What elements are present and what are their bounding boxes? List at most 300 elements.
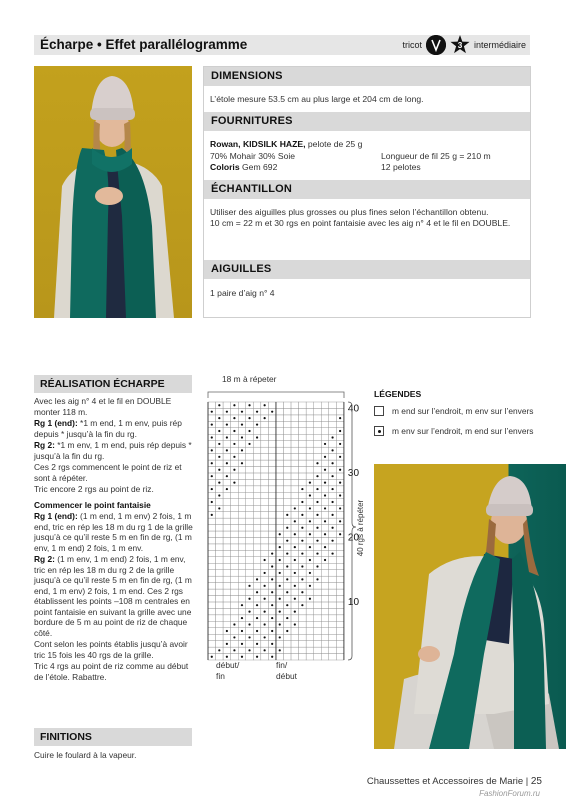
purl-dot	[248, 636, 250, 638]
grid-cell	[291, 628, 299, 634]
grid-cell	[216, 447, 224, 453]
grid-cell	[306, 415, 314, 421]
purl-dot	[316, 488, 318, 490]
purl-dot	[294, 533, 296, 535]
purl-dot	[233, 482, 235, 484]
grid-cell	[299, 544, 307, 550]
grid-cell	[276, 441, 284, 447]
grid-cell	[336, 570, 344, 576]
grid-cell	[268, 512, 276, 518]
grid-cell	[291, 634, 299, 640]
grid-cell	[321, 570, 329, 576]
grid-cell	[336, 608, 344, 614]
grid-cell	[268, 570, 276, 576]
grid-cell	[261, 654, 269, 660]
purl-dot	[256, 411, 258, 413]
grid-cell	[261, 479, 269, 485]
grid-cell	[238, 563, 246, 569]
grid-cell	[306, 654, 314, 660]
grid-cell	[216, 576, 224, 582]
grid-cell	[253, 518, 261, 524]
purl-dot	[271, 411, 273, 413]
grid-cell	[253, 505, 261, 511]
purl-dot	[294, 546, 296, 548]
grid-cell	[336, 512, 344, 518]
grid-cell	[329, 467, 337, 473]
purl-dot	[294, 572, 296, 574]
fantaisie-subheading: Commencer le point fantaisie	[34, 499, 151, 510]
fantaisie-rg1: Rg 1 (end): (1 m end, 1 m env) 2 fois, 1 m end, tric en rép les 18 m du rg 1 de la grille jusqu’à ce qu’il reste 5 m en fin de rg, (1 m env, 1 m end) 2 fois, 1 m env.	[34, 511, 193, 553]
grid-cell	[276, 525, 284, 531]
grid-cell	[216, 499, 224, 505]
grid-cell	[261, 408, 269, 414]
grid-cell	[261, 467, 269, 473]
grid-cell	[223, 550, 231, 556]
purl-dot	[316, 552, 318, 554]
grid-cell	[314, 492, 322, 498]
grid-cell	[336, 647, 344, 653]
grid-cell	[246, 499, 254, 505]
purl-dot	[241, 656, 243, 658]
grid-cell	[208, 467, 216, 473]
grid-cell	[223, 505, 231, 511]
grid-cell	[306, 608, 314, 614]
grid-cell	[238, 454, 246, 460]
grid-cell	[321, 583, 329, 589]
grid-cell	[314, 447, 322, 453]
grid-cell	[253, 647, 261, 653]
purl-dot	[339, 430, 341, 432]
grid-cell	[329, 479, 337, 485]
purl-dot	[331, 527, 333, 529]
grid-cell	[268, 544, 276, 550]
yarn-brand: Rowan	[210, 139, 239, 149]
purl-dot	[233, 417, 235, 419]
grid-cell	[306, 473, 314, 479]
grid-cell	[284, 596, 292, 602]
grid-cell	[253, 608, 261, 614]
grid-cell	[336, 634, 344, 640]
purl-dot	[211, 423, 213, 425]
grid-cell	[208, 602, 216, 608]
grid-cell	[231, 525, 239, 531]
grid-cell	[253, 544, 261, 550]
grid-cell	[208, 583, 216, 589]
grid-cell	[321, 621, 329, 627]
grid-cell	[291, 602, 299, 608]
grid-cell	[314, 596, 322, 602]
fournitures-yarn: Rowan, KIDSILK HAZE, pelote de 25 g	[210, 139, 363, 149]
purl-dot	[218, 456, 220, 458]
purl-dot	[279, 559, 281, 561]
grid-cell	[261, 428, 269, 434]
grid-cell	[246, 408, 254, 414]
purl-dot	[248, 417, 250, 419]
purl-dot	[331, 488, 333, 490]
grid-cell	[291, 402, 299, 408]
grid-cell	[268, 525, 276, 531]
grid-cell	[208, 544, 216, 550]
purl-dot	[233, 456, 235, 458]
grid-cell	[321, 447, 329, 453]
grid-cell	[268, 402, 276, 408]
grid-cell	[261, 454, 269, 460]
grid-cell	[291, 641, 299, 647]
purl-dot	[316, 527, 318, 529]
purl-dot	[316, 514, 318, 516]
grid-cell	[321, 473, 329, 479]
grid-cell	[223, 647, 231, 653]
grid-cell	[246, 518, 254, 524]
grid-cell	[238, 544, 246, 550]
purl-dot	[218, 469, 220, 471]
grid-cell	[223, 563, 231, 569]
purl-dot	[286, 540, 288, 542]
grid-cell	[276, 602, 284, 608]
grid-cell	[291, 499, 299, 505]
grid-cell	[291, 434, 299, 440]
grid-cell	[208, 428, 216, 434]
grid-cell	[216, 634, 224, 640]
purl-dot	[241, 630, 243, 632]
grid-cell	[299, 505, 307, 511]
purl-dot	[301, 578, 303, 580]
grid-cell	[216, 525, 224, 531]
purl-dot	[294, 507, 296, 509]
purl-dot	[309, 559, 311, 561]
grid-cell	[231, 499, 239, 505]
grid-cell	[276, 589, 284, 595]
page-number: 25	[530, 776, 542, 787]
grid-cell	[231, 628, 239, 634]
grid-cell	[321, 434, 329, 440]
grid-cell	[299, 628, 307, 634]
grid-cell	[261, 576, 269, 582]
grid-cell	[238, 589, 246, 595]
grid-cell	[284, 454, 292, 460]
purl-dot	[211, 411, 213, 413]
purl-dot	[241, 604, 243, 606]
grid-cell	[246, 505, 254, 511]
grid-cell	[284, 621, 292, 627]
grid-cell	[253, 537, 261, 543]
grid-cell	[291, 415, 299, 421]
grid-cell	[268, 447, 276, 453]
grid-cell	[284, 608, 292, 614]
purl-dot	[294, 520, 296, 522]
purl-dot	[339, 494, 341, 496]
purl-dot	[279, 546, 281, 548]
grid-cell	[231, 537, 239, 543]
grid-cell	[314, 415, 322, 421]
purl-dot	[256, 578, 258, 580]
grid-cell	[291, 576, 299, 582]
grid-cell	[231, 583, 239, 589]
grid-cell	[321, 421, 329, 427]
grid-cell	[268, 621, 276, 627]
purl-dot	[294, 623, 296, 625]
grid-cell	[276, 415, 284, 421]
purl-dot	[226, 656, 228, 658]
grid-cell	[306, 602, 314, 608]
purl-dot	[286, 514, 288, 516]
grid-cell	[253, 479, 261, 485]
purl-dot	[339, 443, 341, 445]
grid-cell	[314, 589, 322, 595]
purl-dot	[301, 591, 303, 593]
grid-cell	[231, 531, 239, 537]
grid-cell	[291, 525, 299, 531]
purl-dot	[264, 598, 266, 600]
grid-cell	[306, 647, 314, 653]
grid-cell	[314, 641, 322, 647]
grid-cell	[223, 596, 231, 602]
purl-dot	[324, 533, 326, 535]
grid-cell	[321, 589, 329, 595]
watermark: FashionForum.ru	[479, 789, 540, 798]
purl-dot	[226, 643, 228, 645]
grid-cell	[276, 428, 284, 434]
grid-cell	[321, 460, 329, 466]
purl-dot	[324, 546, 326, 548]
grid-cell	[231, 563, 239, 569]
grid-cell	[238, 525, 246, 531]
grid-cell	[253, 447, 261, 453]
grid-cell	[231, 596, 239, 602]
grid-cell	[306, 628, 314, 634]
grid-cell	[238, 621, 246, 627]
purl-dot	[316, 565, 318, 567]
grid-cell	[216, 421, 224, 427]
grid-cell	[261, 628, 269, 634]
purl-dot	[324, 456, 326, 458]
grid-cell	[223, 428, 231, 434]
fantaisie-continue: Cont selon les points établis jusqu’à avoir tric 15 fois les 40 rgs de la grille.	[34, 639, 188, 660]
grid-cell	[314, 454, 322, 460]
grid-cell	[208, 505, 216, 511]
grid-cell	[223, 544, 231, 550]
grid-cell	[284, 402, 292, 408]
grid-cell	[261, 615, 269, 621]
purl-dot	[286, 617, 288, 619]
grid-cell	[223, 512, 231, 518]
empty-square-icon	[374, 406, 384, 416]
grid-cell	[246, 492, 254, 498]
grid-cell	[321, 550, 329, 556]
grid-cell	[216, 608, 224, 614]
grid-cell	[284, 641, 292, 647]
purl-dot	[339, 482, 341, 484]
grid-cell	[223, 589, 231, 595]
grid-cell	[336, 434, 344, 440]
grid-cell	[238, 634, 246, 640]
purl-dot	[324, 520, 326, 522]
purl-dot	[279, 623, 281, 625]
grid-cell	[261, 486, 269, 492]
grid-cell	[223, 583, 231, 589]
yarn-ball-weight: pelote de 25 g	[305, 139, 363, 149]
grid-cell	[231, 615, 239, 621]
grid-cell	[216, 596, 224, 602]
grid-cell	[299, 447, 307, 453]
grid-cell	[253, 402, 261, 408]
grid-cell	[329, 621, 337, 627]
grid-cell	[284, 486, 292, 492]
legend-title: LÉGENDES	[374, 389, 422, 399]
purl-dot	[256, 423, 258, 425]
grid-cell	[238, 647, 246, 653]
grid-cell	[291, 441, 299, 447]
purl-dot	[226, 436, 228, 438]
grid-cell	[208, 641, 216, 647]
row-number-label: 10	[347, 596, 360, 608]
grid-cell	[314, 654, 322, 660]
purl-dot	[279, 636, 281, 638]
grid-cell	[238, 492, 246, 498]
grid-cell	[231, 518, 239, 524]
realisation-rg1: Rg 1 (end): *1 m end, 1 m env, puis rép depuis * jusqu’à la fin du rg.	[34, 418, 182, 439]
grid-cell	[299, 402, 307, 408]
grid-cell	[321, 415, 329, 421]
purl-dot	[264, 559, 266, 561]
grid-cell	[329, 583, 337, 589]
grid-cell	[208, 525, 216, 531]
fantaisie-end: Tric 4 rgs au point de riz comme au début de l’étole. Rabattre.	[34, 661, 189, 682]
purl-dot	[211, 656, 213, 658]
grid-cell	[216, 434, 224, 440]
purl-dot	[301, 604, 303, 606]
grid-cell	[284, 492, 292, 498]
grid-cell	[284, 473, 292, 479]
purl-dot	[271, 617, 273, 619]
grid-cell	[208, 621, 216, 627]
grid-cell	[276, 512, 284, 518]
grid-cell	[253, 441, 261, 447]
purl-dot	[271, 656, 273, 658]
grid-cell	[238, 518, 246, 524]
grid-cell	[284, 544, 292, 550]
grid-cell	[329, 576, 337, 582]
grid-cell	[216, 550, 224, 556]
grid-cell	[306, 537, 314, 543]
grid-cell	[284, 557, 292, 563]
grid-cell	[299, 654, 307, 660]
grid-cell	[284, 499, 292, 505]
grid-cell	[208, 492, 216, 498]
grid-cell	[231, 512, 239, 518]
grid-cell	[291, 428, 299, 434]
grid-cell	[246, 544, 254, 550]
grid-cell	[261, 544, 269, 550]
grid-cell	[329, 408, 337, 414]
grid-cell	[329, 647, 337, 653]
grid-cell	[329, 615, 337, 621]
grid-cell	[314, 557, 322, 563]
dot-square-icon	[374, 426, 384, 436]
grid-cell	[261, 550, 269, 556]
grid-cell	[238, 505, 246, 511]
grid-cell	[329, 428, 337, 434]
grid-cell	[306, 447, 314, 453]
grid-cell	[253, 454, 261, 460]
grid-cell	[299, 467, 307, 473]
grid-cell	[284, 583, 292, 589]
grid-cell	[321, 596, 329, 602]
grid-cell	[291, 460, 299, 466]
purl-dot	[248, 443, 250, 445]
level-label: intermédiaire	[473, 40, 526, 50]
grid-cell	[216, 408, 224, 414]
grid-cell	[253, 492, 261, 498]
purl-dot	[248, 623, 250, 625]
grid-cell	[216, 563, 224, 569]
grid-cell	[261, 447, 269, 453]
grid-cell	[261, 499, 269, 505]
purl-dot	[248, 404, 250, 406]
grid-cell	[299, 492, 307, 498]
grid-cell	[284, 518, 292, 524]
grid-cell	[336, 421, 344, 427]
grid-cell	[336, 499, 344, 505]
grid-cell	[268, 583, 276, 589]
grid-cell	[276, 460, 284, 466]
realisation-intro: Avec les aig n° 4 et le fil en DOUBLE monter 118 m.	[34, 396, 172, 417]
grid-cell	[238, 402, 246, 408]
grid-cell	[261, 525, 269, 531]
grid-cell	[276, 473, 284, 479]
grid-cell	[276, 421, 284, 427]
magazine-title: Chaussettes et Accessoires de Marie	[366, 776, 524, 787]
purl-dot	[233, 649, 235, 651]
purl-dot	[279, 611, 281, 613]
grid-cell	[291, 512, 299, 518]
purl-dot	[286, 604, 288, 606]
grid-cell	[276, 434, 284, 440]
echantillon-line1: Utiliser des aiguilles plus grosses ou plus fines selon l’échantillon obtenu.	[210, 207, 489, 217]
purl-dot	[294, 585, 296, 587]
grid-cell	[336, 602, 344, 608]
grid-cell	[268, 518, 276, 524]
grid-cell	[329, 454, 337, 460]
purl-dot	[241, 617, 243, 619]
grid-cell	[246, 512, 254, 518]
grid-cell	[246, 447, 254, 453]
grid-cell	[336, 473, 344, 479]
purl-dot	[286, 565, 288, 567]
grid-cell	[314, 479, 322, 485]
grid-cell	[208, 576, 216, 582]
grid-cell	[216, 537, 224, 543]
grid-cell	[216, 641, 224, 647]
grid-cell	[268, 492, 276, 498]
grid-cell	[261, 505, 269, 511]
grid-cell	[314, 583, 322, 589]
grid-cell	[276, 454, 284, 460]
grid-cell	[321, 408, 329, 414]
grid-cell	[238, 576, 246, 582]
grid-cell	[299, 479, 307, 485]
grid-cell	[208, 402, 216, 408]
grid-cell	[291, 537, 299, 543]
grid-cell	[246, 467, 254, 473]
grid-cell	[314, 421, 322, 427]
grid-cell	[208, 454, 216, 460]
grid-cell	[246, 531, 254, 537]
purl-dot	[316, 462, 318, 464]
grid-cell	[238, 557, 246, 563]
purl-dot	[218, 443, 220, 445]
grid-cell	[231, 544, 239, 550]
